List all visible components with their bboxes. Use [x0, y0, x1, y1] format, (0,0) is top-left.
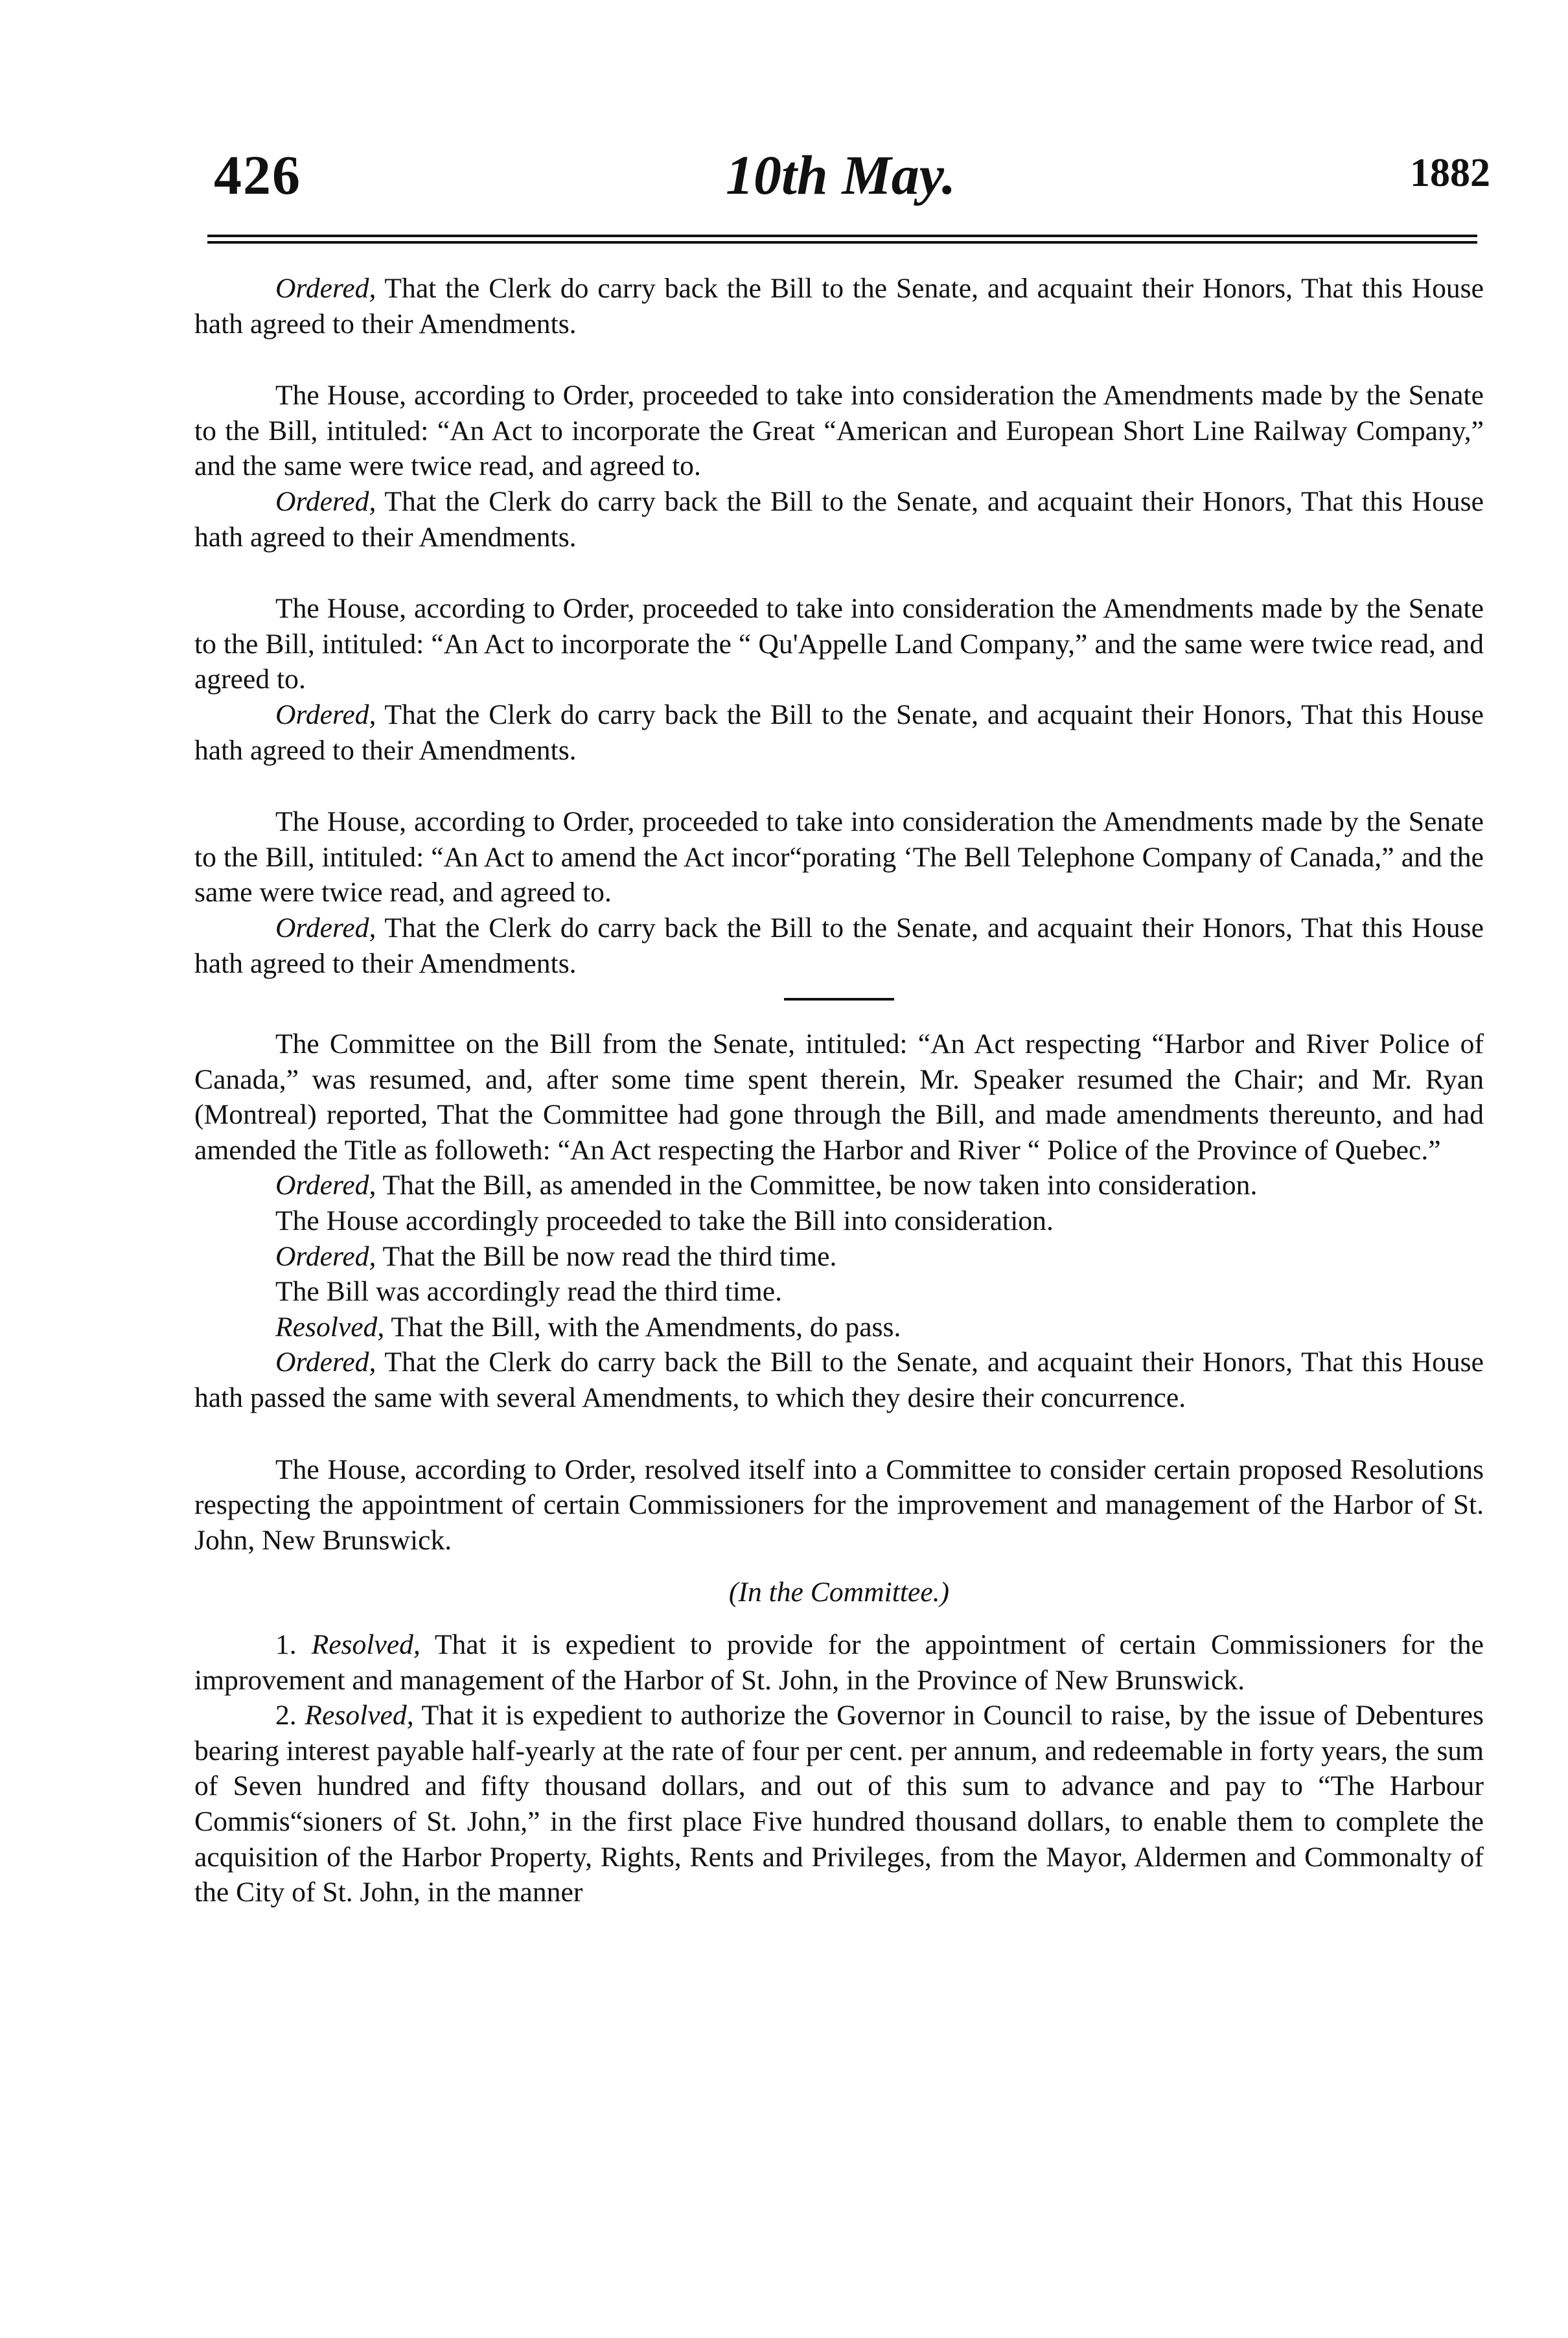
paragraph: Ordered, That the Clerk do carry back the Bill to the Senate, and acquaint their Honors, That this House hath agreed to their Amendments.: [194, 699, 1484, 766]
page-header: [194, 130, 1490, 220]
paragraph: Ordered, That the Bill be now read the third time.: [275, 1240, 837, 1272]
paragraph: The Bill was accordingly read the third time.: [275, 1276, 783, 1308]
paragraph: Ordered, That the Clerk do carry back the Bill to the Senate, and acquaint their Honors, That this House hath agreed to their Amendments.: [194, 485, 1484, 553]
resolution-item: 1. Resolved, That it is expedient to provide for the appointment of certain Commissioners for the improvement and management of the Harbor of St. John, in the Province of New Brunswick.: [194, 1629, 1484, 1696]
committee-heading: (In the Committee.): [728, 1577, 950, 1608]
paragraph: The House, according to Order, proceeded to take into consideration the Amendments made by the Senate to the Bill, intituled: “An Act to incorporate the Great “American and European Short Line Railway Company,” and the same were twice read, and agreed to.: [194, 380, 1484, 482]
paragraph: The House, according to Order, resolved itself into a Committee to consider certain proposed Resolutions respecting the appointment of certain Commissioners for the improvement and management of the Harbor of St. John, New Brunswick.: [194, 1453, 1484, 1556]
paragraph: The House accordingly proceeded to take the Bill into consideration.: [275, 1205, 1054, 1237]
document-page: [194, 130, 1490, 1910]
paragraph: The House, according to Order, proceeded to take into consideration the Amendments made by the Senate to the Bill, intituled: “An Act to incorporate the “ Qu'Appelle Land Company,” and the same were twice read, and agreed to.: [194, 593, 1484, 695]
paragraph: Ordered, That the Clerk do carry back the Bill to the Senate, and acquaint their Honors, That this House hath passed the same with several Amendments, to which they desire their concurrence.: [194, 1347, 1484, 1414]
paragraph: The Committee on the Bill from the Senate, intituled: “An Act respecting “Harbor and River Police of Canada,” was resumed, and, after some time spent therein, Mr. Speaker resumed the Chair; and Mr. Ryan (Montreal) reported, That the Committee had gone through the Bill, and made amendments thereunto, and had amended the Title as followeth: “An Act respecting the Harbor and River “ Police of the Province of Quebec.”: [194, 1028, 1484, 1166]
resolution-item: 2. Resolved, That it is expedient to authorize the Governor in Council to raise, by the issue of Debentures bearing interest payable half-yearly at the rate of four per cent. per annum, and redeemable in forty years, the sum of Seven hundred and fifty thousand dollars, and out of this sum to advance and pay to “The Harbour Commis“sioners of St. John,” in the first place Five hundred thousand dollars, to enable them to complete the acquisition of the Harbor Property, Rights, Rents and Privileges, from the Mayor, Aldermen and Commonalty of the City of St. John, in the manner: [194, 1700, 1484, 1908]
header-double-rule: [207, 235, 1477, 244]
paragraph: Ordered, That the Clerk do carry back the Bill to the Senate, and acquaint their Honors, That this House hath agreed to their Amendments.: [194, 912, 1484, 979]
paragraph: The House, according to Order, proceeded to take into consideration the Amendments made by the Senate to the Bill, intituled: “An Act to amend the Act incor“porating ‘The Bell Telephone Company of Canada,” and the same were twice read, and agreed to.: [194, 806, 1484, 909]
paragraph: Resolved, That the Bill, with the Amendments, do pass.: [275, 1311, 901, 1343]
journal-body: [194, 271, 1484, 1910]
section-divider: [784, 998, 894, 1001]
paragraph: Ordered, That the Bill, as amended in the Committee, be now taken into consideration.: [275, 1170, 1258, 1201]
paragraph: Ordered, That the Clerk do carry back the Bill to the Senate, and acquaint their Honors, That this House hath agreed to their Amendments.: [194, 273, 1484, 340]
page-year: 1882: [1410, 151, 1490, 195]
page-date: 10th May.: [726, 144, 956, 206]
page-number: 426: [214, 144, 301, 206]
